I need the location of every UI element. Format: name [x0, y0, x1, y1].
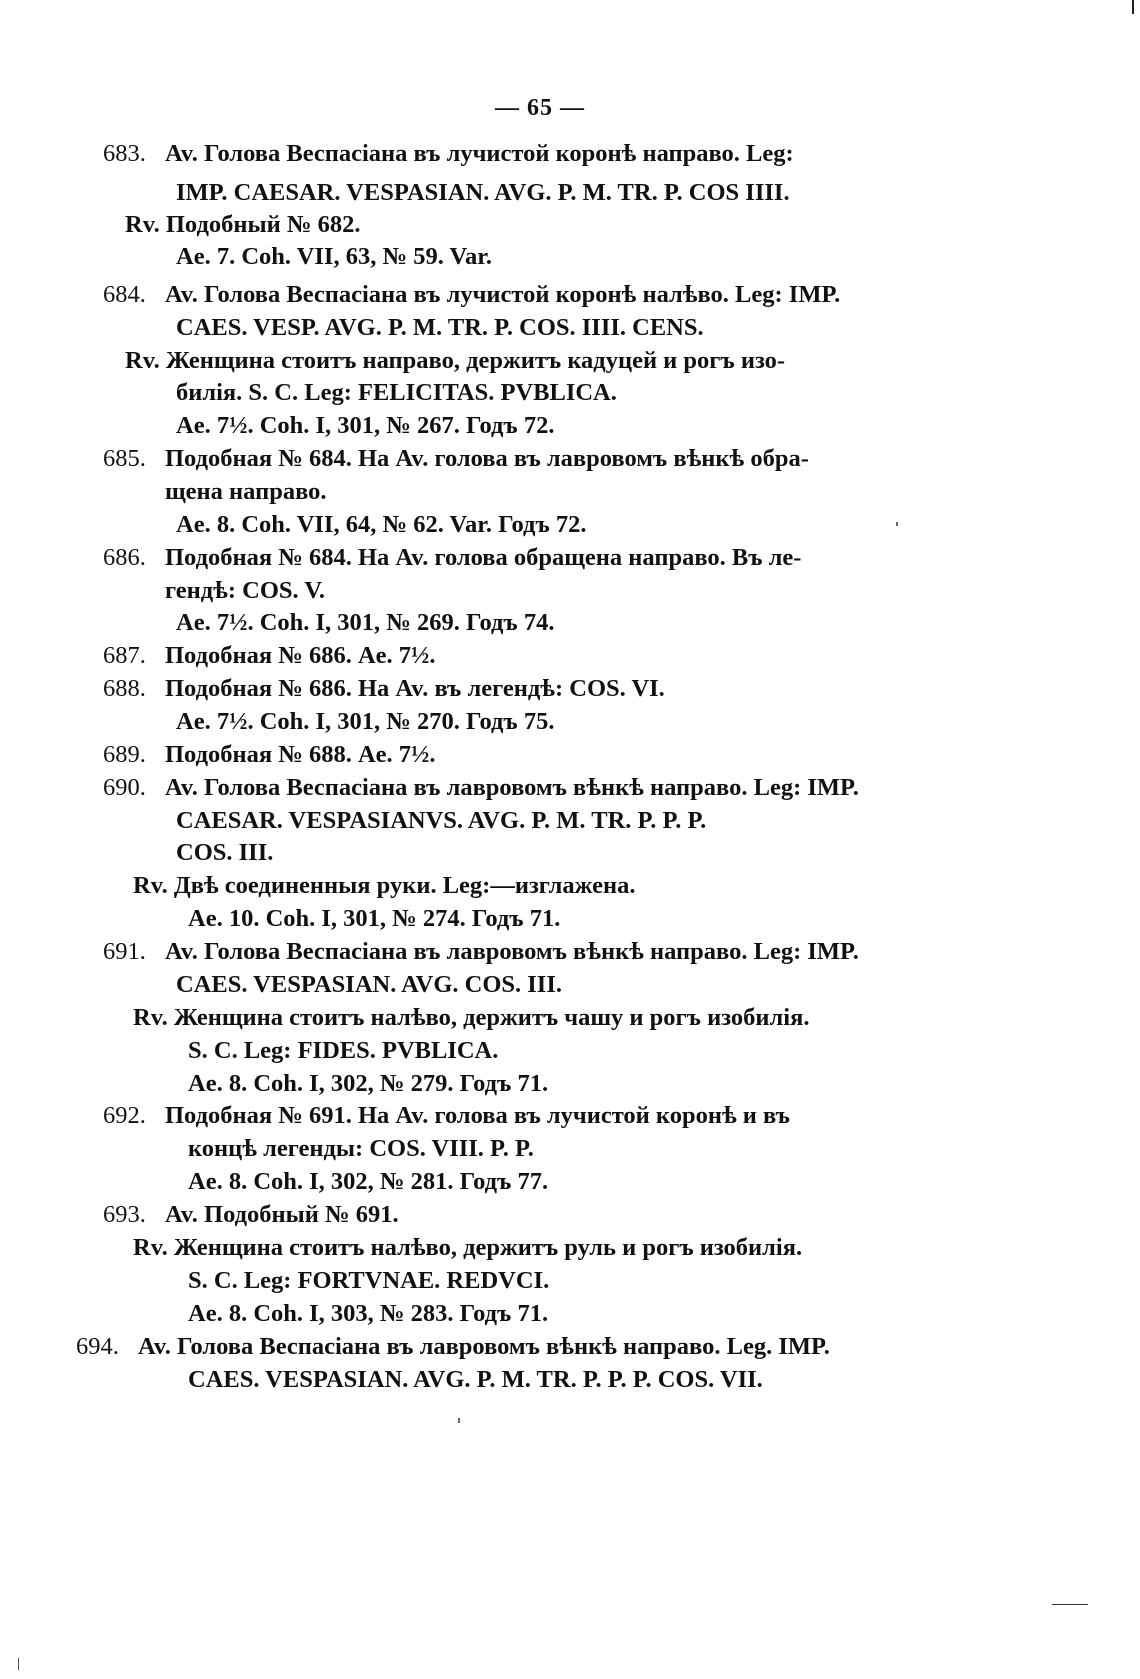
entry-line	[176, 805, 706, 837]
entry-line	[125, 209, 360, 241]
entry-line	[125, 345, 785, 377]
entry-number: 688.	[103, 675, 146, 702]
entry-text: Ae. 7½. Coh. I, 301, № 270. Годъ 75.	[176, 708, 555, 735]
entry-text: S. C. Leg: FORTVNAE. REDVCI.	[188, 1267, 550, 1294]
entry-number: 693.	[103, 1201, 146, 1228]
entry-text: CAES. VESPASIAN. AVG. COS. III.	[176, 971, 562, 998]
entry-line	[188, 1133, 534, 1165]
entry-line	[176, 177, 790, 209]
entry-line	[103, 772, 859, 804]
entry-line	[188, 1364, 763, 1396]
entry-text: Av. Голова Веспасіана въ лучистой коронѣ налѣво. Leg: IMP.	[165, 281, 841, 308]
entry-text: Rv. Двѣ соединенныя руки. Leg:—изглажена.	[133, 872, 636, 899]
entry-line	[103, 443, 809, 475]
page-number: — 65 —	[495, 95, 585, 121]
entry-number: 689.	[103, 741, 146, 768]
entry-text: COS. III.	[176, 839, 274, 866]
entry-number: 691.	[103, 938, 146, 965]
entry-line	[103, 542, 801, 574]
entry-text: Rv. Женщина стоитъ налѣво, держитъ чашу и рогъ изобилія.	[133, 1004, 810, 1031]
entry-line	[165, 575, 325, 607]
entry-text: Ae. 7½. Coh. I, 301, № 269. Годъ 74.	[176, 609, 555, 636]
entry-line	[103, 1199, 399, 1231]
entry-line	[176, 410, 554, 442]
entry-text: билія. S. C. Leg: FELICITAS. PVBLICA.	[176, 379, 617, 406]
entry-text: Av. Голова Веспасіана въ лучистой коронѣ направо. Leg:	[165, 140, 794, 167]
entry-text: Av. Подобный № 691.	[165, 1201, 399, 1228]
entry-text: Подобная № 686. На Av. въ легендѣ: COS. VI.	[165, 675, 665, 702]
scan-speck	[896, 522, 898, 526]
entry-text: щена направо.	[165, 478, 327, 505]
entry-number: 690.	[103, 774, 146, 801]
entry-text: Ae. 10. Coh. I, 301, № 274. Годъ 71.	[188, 905, 561, 932]
entry-line	[188, 1166, 548, 1198]
entry-text: концѣ легенды: COS. VIII. P. P.	[188, 1135, 534, 1162]
entry-line	[133, 1002, 809, 1034]
entry-text: IMP. CAESAR. VESPASIAN. AVG. P. M. TR. P. COS IIII.	[176, 179, 790, 206]
entry-text: гендѣ: COS. V.	[165, 577, 326, 604]
entry-line	[176, 969, 562, 1001]
entry-line	[103, 640, 436, 672]
entry-text: Подобная № 684. На Av. голова обращена направо. Въ ле-	[165, 544, 802, 571]
entry-text: Ae. 8. Coh. I, 302, № 279. Годъ 71.	[188, 1070, 549, 1097]
entry-line	[176, 837, 273, 869]
entry-line	[103, 138, 794, 170]
entry-text: Av. Голова Веспасіана въ лавровомъ вѣнкѣ направо. Leg: IMP.	[165, 938, 859, 965]
entry-line	[133, 870, 635, 902]
entry-line	[176, 607, 554, 639]
entry-line	[133, 1232, 802, 1264]
entry-number: 683.	[103, 140, 146, 167]
entry-number: 692.	[103, 1102, 146, 1129]
entry-text: CAES. VESPASIAN. AVG. P. M. TR. P. P. P. COS. VII.	[188, 1366, 763, 1393]
entry-line	[103, 673, 665, 705]
scan-mark	[1132, 0, 1134, 14]
entry-line	[76, 1331, 830, 1363]
entry-text: Ae. 8. Coh. I, 302, № 281. Годъ 77.	[188, 1168, 549, 1195]
entry-line	[103, 279, 840, 311]
entry-text: Av. Голова Веспасіана въ лавровомъ вѣнкѣ направо. Leg: IMP.	[165, 774, 859, 801]
entry-text: Rv. Женщина стоитъ направо, держитъ кадуцей и рогъ изо-	[125, 347, 786, 374]
scan-mark	[1052, 1604, 1088, 1605]
entry-number: 694.	[76, 1333, 119, 1360]
entry-text: Ae. 8. Coh. I, 303, № 283. Годъ 71.	[188, 1300, 549, 1327]
entry-text: Rv. Подобный № 682.	[125, 211, 361, 238]
entry-line	[188, 1265, 549, 1297]
entry-line	[188, 1298, 548, 1330]
entry-line	[103, 1100, 790, 1132]
entry-text: Ae. 8. Coh. VII, 64, № 62. Var. Годъ 72.	[176, 511, 587, 538]
entry-text: Подобная № 691. На Av. голова въ лучистой коронѣ и въ	[165, 1102, 790, 1129]
entry-number: 686.	[103, 544, 146, 571]
entry-text: Av. Голова Веспасіана въ лавровомъ вѣнкѣ направо. Leg. IMP.	[138, 1333, 830, 1360]
entry-line	[188, 1068, 548, 1100]
scan-speck	[458, 1418, 460, 1423]
entry-line	[176, 377, 617, 409]
entry-text: Ae. 7. Coh. VII, 63, № 59. Var.	[176, 243, 492, 270]
entry-line	[188, 1035, 498, 1067]
entry-text: Подобная № 686. Ae. 7½.	[165, 642, 436, 669]
entry-text: CAES. VESP. AVG. P. M. TR. P. COS. IIII. CENS.	[176, 314, 704, 341]
entry-text: Ae. 7½. Coh. I, 301, № 267. Годъ 72.	[176, 412, 555, 439]
entry-text: CAESAR. VESPASIANVS. AVG. P. M. TR. P. P. P.	[176, 807, 707, 834]
entry-line	[103, 739, 436, 771]
entry-line	[176, 509, 586, 541]
entry-line	[176, 312, 704, 344]
entry-text: S. C. Leg: FIDES. PVBLICA.	[188, 1037, 499, 1064]
entry-line	[176, 706, 554, 738]
entry-number: 684.	[103, 281, 146, 308]
entry-number: 687.	[103, 642, 146, 669]
entry-line	[103, 936, 859, 968]
entry-number: 685.	[103, 445, 146, 472]
entry-line	[165, 476, 327, 508]
entry-line	[176, 241, 492, 273]
scan-mark	[18, 1658, 19, 1670]
entry-text: Подобная № 688. Ae. 7½.	[165, 741, 436, 768]
entry-line	[188, 903, 560, 935]
entry-text: Подобная № 684. На Av. голова въ лавровомъ вѣнкѣ обра-	[165, 445, 809, 472]
entry-text: Rv. Женщина стоитъ налѣво, держитъ руль и рогъ изобилія.	[133, 1234, 803, 1261]
